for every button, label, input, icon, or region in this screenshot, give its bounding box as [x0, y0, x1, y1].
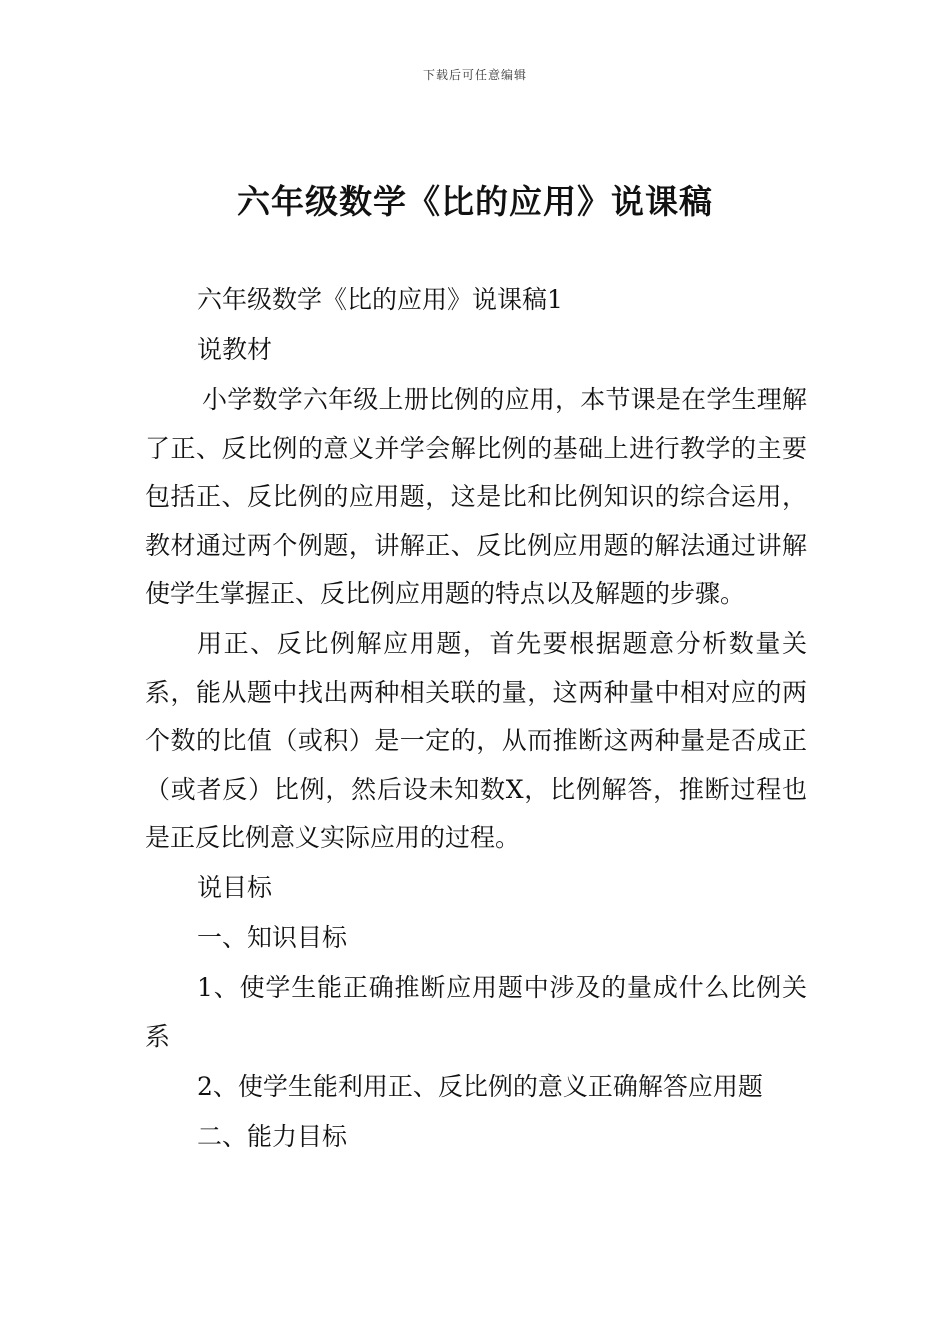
- paragraph-goal-1: 1、使学生能正确推断应用题中涉及的量成什么比例关系: [145, 973, 807, 1051]
- paragraph-ability-goals: 二、能力目标: [197, 1121, 348, 1151]
- paragraph-section-goals: 说目标: [197, 873, 273, 902]
- paragraph-knowledge-goals: 一、知识目标: [197, 923, 348, 952]
- paragraph-material-description: 小学数学六年级上册比例的应用，本节课是在学生理解了正、反比例的意义并学会解比例的基础上进行教学的主要包括正、反比例的应用题，这是比和比例知识的综合运用，教材通过两个例题，讲解正、反比例应用题的解法通过讲解使学生掌握正、反比例应用题的特点以及解题的步骤。: [145, 385, 807, 608]
- paragraph-section-teaching-material: 说教材: [197, 335, 273, 364]
- paragraph-solving-method: 用正、反比例解应用题，首先要根据题意分析数量关系，能从题中找出两种相关联的量，这两种量中相对应的两个数的比值（或积）是一定的，从而推断这两种量是否成正（或者反）比例，然后设未知数X，比例解答，推断过程也是正反比例意义实际应用的过程。: [145, 629, 807, 852]
- paragraph-goal-2: 2、使学生能利用正、反比例的意义正确解答应用题: [197, 1071, 763, 1101]
- document-body: [145, 276, 807, 1163]
- header-note: 下载后可任意编辑: [422, 68, 527, 82]
- paragraph-subtitle: 六年级数学《比的应用》说课稿1: [197, 285, 563, 314]
- document-title: 六年级数学《比的应用》说课稿: [237, 182, 713, 221]
